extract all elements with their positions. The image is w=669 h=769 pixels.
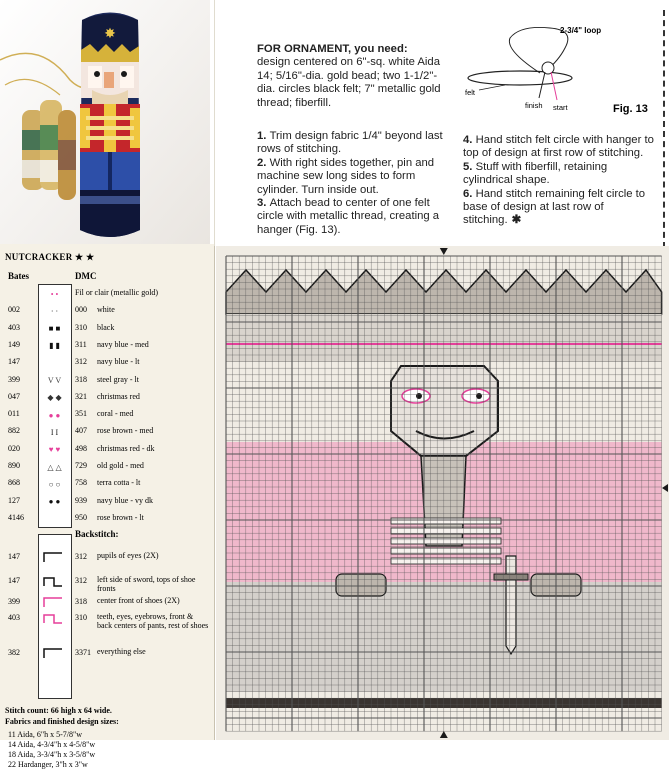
start-thread: [551, 72, 557, 100]
dmc-number: 000: [75, 305, 87, 315]
instruction-step: [257, 130, 452, 157]
start-label: start: [553, 103, 568, 112]
color-name: rose brown - med: [97, 426, 154, 436]
step-text: Stuff with fiberfill, retaining cylindrical shape.: [463, 160, 608, 187]
bates-column-header: Bates: [8, 271, 29, 281]
dmc-number: 312: [75, 552, 87, 561]
bates-number: 011: [8, 409, 20, 419]
backstitch-description: teeth, eyes, eyebrows, front & back centers of pants, rest of shoes: [97, 612, 209, 630]
backstitch-line-icon: [40, 647, 66, 659]
felt-pointer: [479, 85, 505, 90]
fabric-size-row: 18 Aida, 3-3/4"h x 3-5/8"w: [8, 750, 96, 759]
step-number: 1.: [257, 130, 270, 142]
dmc-number: 939: [75, 495, 87, 505]
key-title: NUTCRACKER ★ ★: [5, 252, 95, 262]
bates-number: 890: [8, 461, 20, 470]
fabrics-heading: Fabrics and finished design sizes:: [5, 717, 119, 726]
color-key-row: [0, 303, 214, 320]
color-name: steel gray - lt: [97, 374, 139, 384]
dmc-number: 318: [75, 597, 87, 606]
bates-number: 147: [8, 357, 20, 367]
fabric-size-row: 14 Aida, 4-3/4"h x 4-5/8"w: [8, 740, 96, 749]
step-text: Attach bead to center of one felt circle with metallic thread, creating a hanger (Fig. 13).: [257, 197, 440, 236]
step-number: 6.: [463, 187, 476, 200]
step-text: Hand stitch remaining felt circle to base of design at last row of stitching.: [463, 187, 646, 227]
backstitch-description: pupils of eyes (2X): [97, 551, 159, 560]
color-key-row: [0, 476, 214, 493]
dmc-number: 351: [75, 409, 87, 419]
stitch-chart: [216, 246, 669, 740]
backstitch-heading: Backstitch:: [75, 529, 119, 539]
step-number: 3.: [257, 197, 270, 210]
bates-number: 147: [8, 576, 20, 585]
step-number: 5.: [463, 160, 476, 173]
dmc-number: 312: [75, 576, 87, 585]
step-number: 4.: [463, 134, 476, 146]
dmc-number: 318: [75, 374, 87, 384]
color-name: Fil or clair (metallic gold): [75, 288, 159, 297]
chest-stripe: [391, 518, 501, 524]
dmc-number: 311: [75, 339, 87, 349]
stitch-symbol-icon: ○ ○: [48, 479, 61, 489]
bates-number: 127: [8, 495, 20, 505]
color-key-row: [0, 338, 214, 355]
instruction-step: [257, 157, 452, 197]
bates-number: 399: [8, 597, 20, 606]
stitch-symbol-icon: I I: [50, 427, 59, 437]
steps-column-right: [463, 134, 659, 228]
color-name: white: [97, 305, 115, 315]
dmc-number: 729: [75, 461, 87, 470]
color-key: [0, 244, 215, 769]
stitch-symbol-icon: [38, 511, 71, 527]
dmc-number: 498: [75, 443, 87, 453]
materials-heading: FOR ORNAMENT, you need:: [257, 43, 408, 55]
fabric-size-row: 11 Aida, 6"h x 5-7/8"w: [8, 730, 83, 739]
stitch-chart-grid: [216, 246, 669, 740]
dmc-number: 310: [75, 322, 87, 332]
stitch-symbol-icon: [38, 355, 71, 371]
sword: [506, 556, 516, 654]
bates-number: 047: [8, 391, 20, 401]
ornament-photo: [0, 0, 210, 244]
bates-number: 399: [8, 374, 20, 384]
color-key-row: [0, 407, 214, 424]
dmc-number: 407: [75, 426, 87, 436]
stitch-symbol-icon: ▮ ▮: [49, 341, 60, 351]
stitch-count: Stitch count: 66 high x 64 wide.: [5, 706, 112, 715]
color-name: navy blue - lt: [97, 357, 140, 367]
step-number: 2.: [257, 156, 270, 169]
color-name: black: [97, 322, 115, 332]
materials-text: design centered on 6"-sq. white Aida 14; 5/16"-dia. gold bead; two 1-1/2"-dia. circles black felt; 7" metallic gold thread; fiberfill.: [257, 56, 441, 109]
dmc-number: 321: [75, 391, 87, 401]
materials-paragraph: [257, 43, 442, 110]
color-key-row: [0, 355, 214, 372]
color-name: navy blue - vy dk: [97, 495, 153, 505]
color-key-row: [0, 459, 214, 476]
dmc-number: 3371: [75, 648, 91, 657]
color-name: terra cotta - lt: [97, 478, 141, 488]
stitch-symbol-icon: ■ ■: [48, 324, 61, 334]
felt-circle: [468, 71, 572, 85]
dmc-number: 758: [75, 478, 87, 488]
felt-label: felt: [465, 88, 476, 97]
bates-number: 4146: [8, 512, 24, 522]
color-name: coral - med: [97, 409, 134, 419]
steps-column-left: [257, 130, 452, 237]
stitch-symbol-icon: ♥ ♥: [48, 445, 61, 455]
figure-caption: Fig. 13: [613, 103, 648, 115]
color-key-row: [0, 390, 214, 407]
stitch-symbol-icon: • •: [50, 289, 59, 299]
bates-number: 403: [8, 613, 20, 622]
chest-stripe: [391, 558, 501, 564]
instruction-step: [257, 197, 452, 237]
stitch-symbol-icon: · ·: [50, 306, 59, 316]
color-key-row: [0, 424, 214, 441]
bates-number: 382: [8, 648, 20, 657]
fabric-size-row: 22 Hardanger, 3"h x 3"w: [8, 760, 88, 769]
stitch-symbol-icon: ◆ ◆: [47, 393, 62, 403]
step-text: Hand stitch felt circle with hanger to top of design at first row of stitching.: [463, 134, 654, 160]
bates-number: 882: [8, 426, 20, 436]
color-key-row: [0, 321, 214, 338]
backstitch-description: everything else: [97, 647, 146, 656]
stitch-symbol-icon: ● ●: [48, 497, 61, 507]
instruction-step: [463, 188, 659, 228]
figure-13: [465, 20, 655, 120]
color-key-row: [0, 511, 214, 528]
finish-label: finish: [525, 101, 543, 110]
backstitch-description: left side of sword, tops of shoe fronts: [97, 575, 196, 593]
instruction-step: [463, 161, 659, 188]
gold-bead: [542, 62, 554, 74]
bates-number: 149: [8, 339, 20, 349]
bates-number: 868: [8, 478, 20, 488]
color-name: rose brown - lt: [97, 512, 144, 522]
step-text: With right sides together, pin and machine sew long sides to form cylinder. Turn inside out.: [257, 156, 435, 196]
nutcracker-ornament-image: [0, 0, 210, 244]
color-key-row: [0, 373, 214, 390]
color-name: christmas red - dk: [97, 443, 155, 453]
bates-number: 020: [8, 443, 20, 453]
bates-number: 147: [8, 552, 20, 561]
end-mark-icon: ✱: [511, 214, 522, 227]
chest-stripe: [391, 538, 501, 544]
backstitch-description: center front of shoes (2X): [97, 596, 180, 605]
backstitch-line-icon: [40, 596, 66, 608]
stitch-symbol-icon: ● ●: [48, 410, 61, 420]
dmc-number: 312: [75, 357, 87, 367]
step-text: Trim design fabric 1/4" beyond last rows of stitching.: [257, 130, 443, 156]
dmc-column-header: DMC: [75, 271, 97, 281]
color-name: christmas red: [97, 391, 140, 401]
color-key-row: [0, 494, 214, 511]
bates-number: 002: [8, 305, 20, 315]
color-key-row: [0, 286, 214, 303]
instructions-panel: [214, 0, 669, 246]
stitch-symbol-icon: V V: [47, 376, 62, 385]
dmc-number: 310: [75, 613, 87, 622]
backstitch-line-icon: [40, 551, 66, 563]
bates-number: 403: [8, 322, 20, 332]
loop-label: 2-3/4" loop: [560, 26, 602, 35]
color-name: navy blue - med: [97, 339, 149, 349]
dmc-number: 950: [75, 512, 87, 522]
face-area: [391, 366, 498, 456]
svg-text:✸: ✸: [104, 26, 116, 42]
backstitch-line-icon: [40, 575, 66, 587]
instruction-step: [463, 134, 659, 161]
backstitch-line-icon: [40, 612, 66, 624]
color-name: old gold - med: [97, 461, 144, 470]
pupil: [416, 393, 422, 399]
color-key-row: [0, 442, 214, 459]
cut-line: [663, 10, 667, 248]
stitch-symbol-icon: △ △: [47, 462, 62, 472]
